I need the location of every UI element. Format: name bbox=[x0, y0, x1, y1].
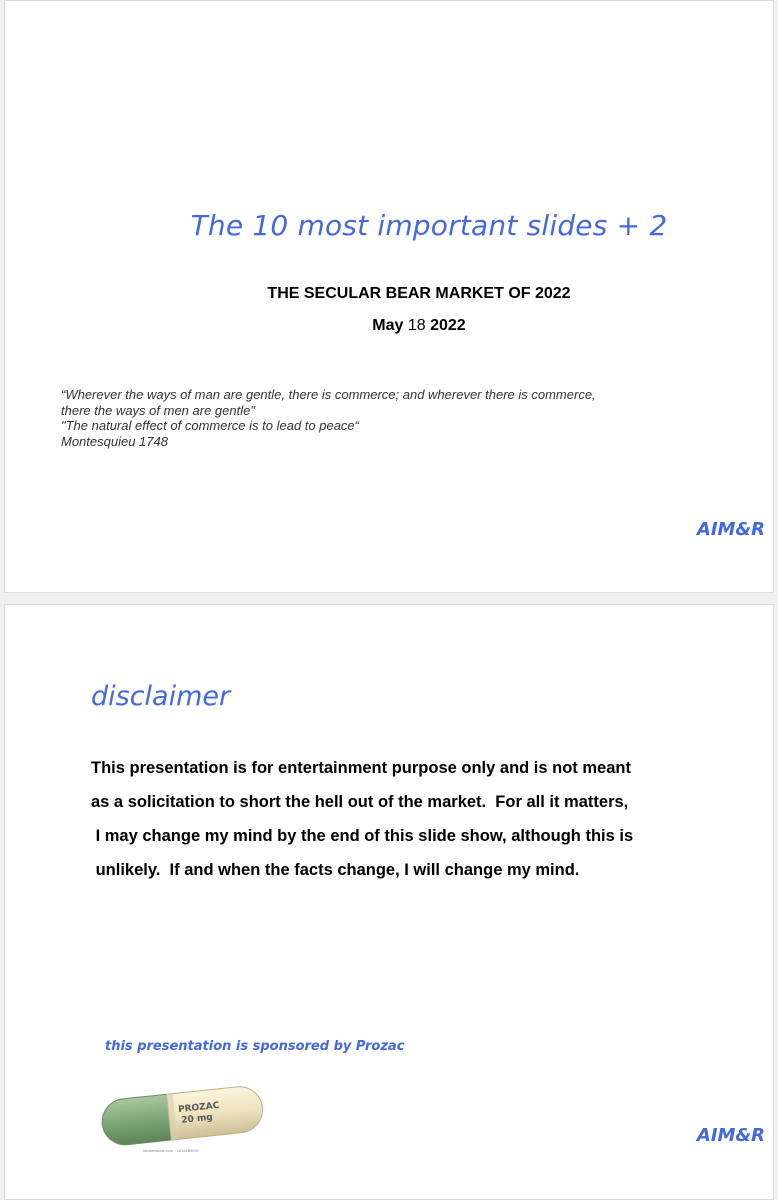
slide-date bbox=[5, 317, 773, 335]
disclaimer-text bbox=[91, 751, 711, 887]
disclaimer-line: as a solicitation to short the hell out of the market. For all it matters, bbox=[91, 793, 629, 811]
disclaimer-slide bbox=[4, 604, 774, 1200]
disclaimer-heading: disclaimer bbox=[91, 681, 231, 712]
disclaimer-line: unlikely. If and when the facts change, I will change my mind. bbox=[91, 861, 580, 879]
quote-line: “Wherever the ways of man are gentle, there is commerce; and wherever there is commerce, bbox=[61, 387, 596, 402]
date-day: 18 bbox=[407, 317, 426, 334]
quote-line: "The natural effect of commerce is to lead to peace“ bbox=[61, 418, 359, 433]
slide-title: The 10 most important slides + 2 bbox=[190, 209, 668, 242]
disclaimer-line: I may change my mind by the end of this slide show, although this is bbox=[91, 827, 634, 845]
pill-imprint-dose: 20 mg bbox=[180, 1112, 214, 1126]
sponsor-note: this presentation is sponsored by Prozac bbox=[105, 1039, 405, 1054]
brand-logo: AIM&R bbox=[696, 519, 765, 540]
montesquieu-quote bbox=[61, 387, 661, 449]
pill-imprint-name: PROZAC bbox=[177, 1100, 220, 1116]
date-month: May bbox=[372, 317, 404, 334]
disclaimer-line: This presentation is for entertainment purpose only and is not meant bbox=[91, 759, 631, 777]
date-year: 2022 bbox=[430, 317, 466, 334]
image-credit: shutterstock.com · 1816189097 bbox=[143, 1148, 200, 1153]
prozac-pill-image bbox=[95, 1081, 265, 1153]
slide-subtitle: THE SECULAR BEAR MARKET OF 2022 bbox=[267, 285, 571, 302]
quote-line: there the ways of men are gentle" bbox=[61, 402, 255, 418]
brand-logo: AIM&R bbox=[696, 1125, 765, 1146]
quote-attribution: Montesquieu 1748 bbox=[61, 433, 168, 449]
title-slide bbox=[4, 0, 774, 593]
